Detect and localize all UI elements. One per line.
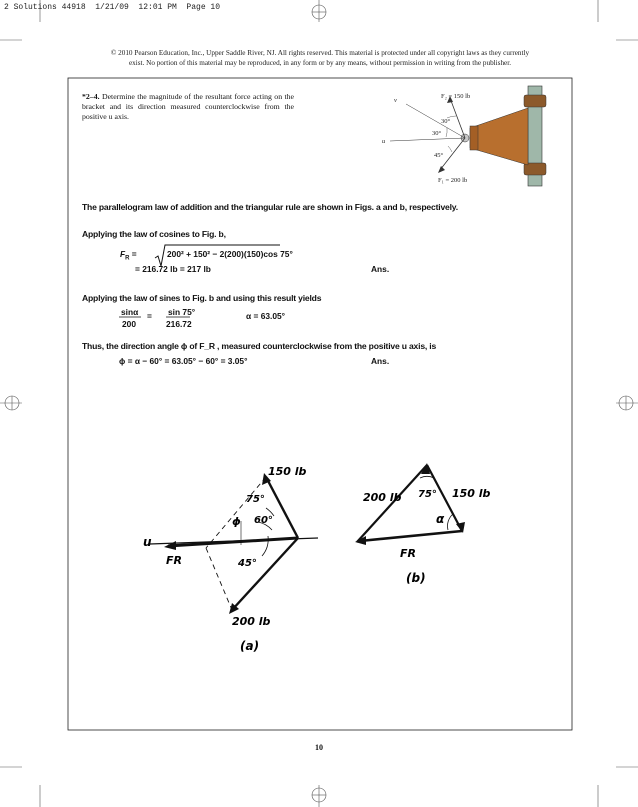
problem-number: *2–4. xyxy=(82,92,100,101)
fr-symbol: F xyxy=(120,249,126,259)
print-header: 2 Solutions 44918 1/21/09 12:01 PM Page 10 xyxy=(4,3,221,12)
sketch-b-alpha: α xyxy=(436,512,445,526)
answer-label-1: Ans. xyxy=(371,264,390,274)
alpha-result: α = 63.05° xyxy=(246,311,286,321)
sketch-a-45: 45° xyxy=(238,558,257,569)
angle3-label: 45° xyxy=(434,152,444,159)
sin-den-right: 216.72 xyxy=(166,319,192,329)
fr-result: = 216.72 lb = 217 lb xyxy=(135,264,211,274)
direction-heading: Thus, the direction angle ϕ of F_R , measured counterclockwise from the positive u axis, is xyxy=(82,341,437,351)
sketch-a-phi: ϕ xyxy=(232,515,241,528)
sin-equals: = xyxy=(147,311,152,321)
solution-intro: The parallelogram law of addition and the triangular rule are shown in Figs. a and b, respectively. xyxy=(82,202,458,212)
sketch-b-75: 75° xyxy=(418,489,437,500)
sketch-a xyxy=(150,473,318,614)
sketch-a-75: 75° xyxy=(246,494,265,505)
copyright-line-2: exist. No portion of this material may be reproduced, in any form or by any means, without permission in writing from the publisher. xyxy=(128,58,512,67)
fr-equals: = xyxy=(131,249,137,259)
problem-text: Determine the magnitude of the resultant force acting on the bracket and its direction measured counterclockwise from the positive u axis. xyxy=(82,92,294,121)
problem-figure xyxy=(382,86,546,186)
sketch-a-u: u xyxy=(143,535,152,549)
sketch-b-200lb: 200 lb xyxy=(363,491,402,504)
phi-result: ϕ = α − 60° = 63.05° − 60° = 3.05° xyxy=(119,356,248,366)
angle2-label: 30° xyxy=(432,130,442,137)
cosines-heading: Applying the law of cosines to Fig. b, xyxy=(82,229,226,239)
sin-den-left: 200 xyxy=(122,319,136,329)
sketch-a-60: 60° xyxy=(254,515,273,526)
answer-label-2: Ans. xyxy=(371,356,390,366)
f1-label: F₁ = 200 lb xyxy=(438,177,468,184)
sines-heading: Applying the law of sines to Fig. b and using this result yields xyxy=(82,293,322,303)
sin-num-left: sinα xyxy=(121,307,139,317)
v-axis-label: v xyxy=(394,97,397,104)
f2-label: F₂ = 150 lb xyxy=(441,93,471,100)
angle1-label: 30° xyxy=(441,118,451,125)
sketch-b-caption: (b) xyxy=(406,571,426,585)
problem-statement xyxy=(82,92,294,122)
sketch-a-caption: (a) xyxy=(240,639,260,653)
sin-num-right: sin 75° xyxy=(168,307,196,317)
sketch-b xyxy=(355,463,465,545)
fr-subscript: R xyxy=(125,255,130,262)
copyright-notice xyxy=(55,49,585,68)
fr-lhs xyxy=(120,249,137,262)
content-border xyxy=(68,78,572,730)
u-axis-label: u xyxy=(382,138,386,145)
sketch-a-fr: FR xyxy=(166,554,182,567)
sketch-a-200lb: 200 lb xyxy=(232,615,271,628)
fr-expression: 200² + 150² − 2(200)(150)cos 75° xyxy=(167,249,293,259)
sketch-b-fr: FR xyxy=(400,547,416,560)
page-number: 10 xyxy=(315,743,323,752)
sketch-a-150lb: 150 lb xyxy=(268,465,307,478)
sketch-b-150lb: 150 lb xyxy=(452,487,491,500)
copyright-line-1: © 2010 Pearson Education, Inc., Upper Saddle River, NJ. All rights reserved. This material is protected under all copyright laws as they currently xyxy=(110,49,530,57)
